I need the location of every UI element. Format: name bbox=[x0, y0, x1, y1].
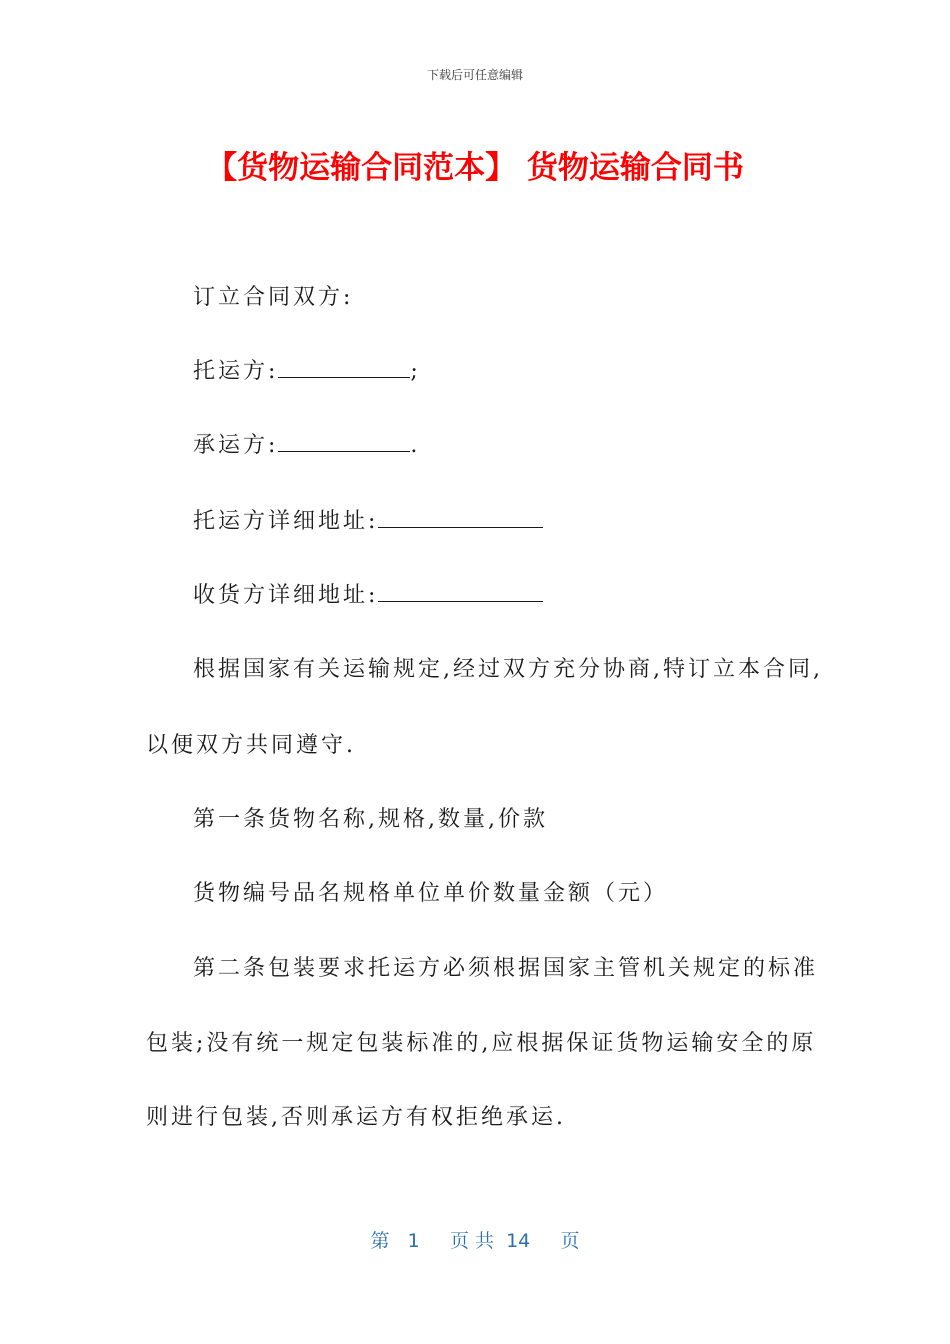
page-footer: 第 1 页 共 14 页 bbox=[370, 1230, 580, 1252]
intro-paragraph-line2: 以便双方共同遵守. bbox=[146, 733, 356, 758]
consignee-address-line bbox=[193, 581, 543, 611]
article2-line3: 则进行包装,否则承运方有权拒绝承运. bbox=[146, 1105, 566, 1130]
header-note: 下载后可任意编辑 bbox=[426, 68, 523, 82]
article1-heading: 第一条货物名称,规格,数量,价款 bbox=[193, 807, 548, 832]
shipper-label: 托运方: bbox=[193, 359, 279, 384]
consignee-address-blank bbox=[378, 581, 543, 602]
article1-columns: 货物编号品名规格单位单价数量金额（元） bbox=[193, 881, 669, 906]
carrier-blank bbox=[278, 431, 410, 452]
carrier-label: 承运方: bbox=[193, 433, 279, 458]
article2-line2: 包装;没有统一规定包装标准的,应根据保证货物运输安全的原 bbox=[146, 1031, 817, 1056]
parties-heading: 订立合同双方: bbox=[193, 285, 354, 310]
shipper-suffix: ; bbox=[410, 359, 421, 384]
shipper-line bbox=[193, 357, 421, 387]
intro-paragraph-line1: 根据国家有关运输规定,经过双方充分协商,特订立本合同, bbox=[193, 657, 823, 682]
shipper-blank bbox=[278, 357, 410, 378]
carrier-suffix: . bbox=[410, 433, 421, 458]
consignee-address-label: 收货方详细地址: bbox=[193, 583, 379, 608]
shipper-address-blank bbox=[378, 507, 543, 528]
shipper-address-line bbox=[193, 507, 543, 537]
article2-line1: 第二条包装要求托运方必须根据国家主管机关规定的标准 bbox=[193, 956, 819, 981]
shipper-address-label: 托运方详细地址: bbox=[193, 509, 379, 534]
document-title: 【货物运输合同范本】 货物运输合同书 bbox=[206, 150, 744, 186]
carrier-line bbox=[193, 431, 420, 461]
